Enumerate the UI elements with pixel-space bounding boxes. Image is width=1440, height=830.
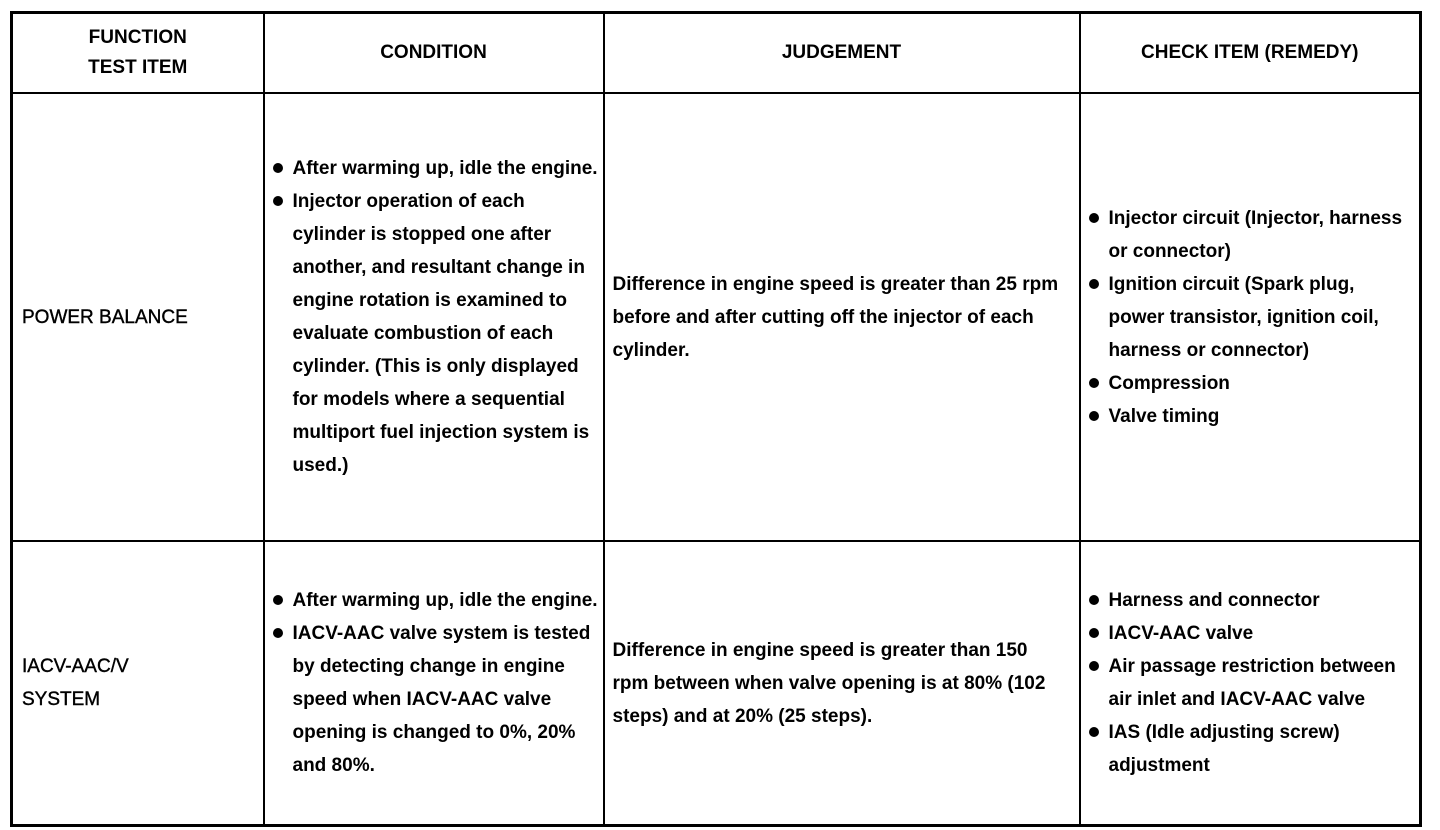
judgement-cell: Difference in engine speed is greater than 150 rpm between when valve opening is at 80% (102 steps) and at 20% (25 steps). (604, 541, 1080, 826)
bullet-dot-icon (1089, 279, 1099, 289)
function-test-item-cell: POWER BALANCE (12, 93, 264, 541)
function-test-table (10, 11, 1422, 827)
check-item-cell (1080, 541, 1421, 826)
bullet-dot-icon (1089, 628, 1099, 638)
check-item (1087, 268, 1414, 367)
bullet-dot-icon (1089, 411, 1099, 421)
condition-list (271, 152, 599, 482)
check-item-text: Air passage restriction between air inlet and IACV-AAC valve (1108, 656, 1396, 710)
bullet-dot-icon (1089, 595, 1099, 605)
condition-list (271, 584, 599, 782)
check-item (1087, 202, 1414, 268)
check-item-text: Injector circuit (Injector, harness or connector) (1108, 207, 1403, 262)
check-item-list (1087, 584, 1414, 782)
check-item-text: IAS (Idle adjusting screw) adjustment (1108, 722, 1340, 776)
condition-cell (264, 541, 604, 826)
condition-cell (264, 93, 604, 541)
bullet-dot-icon (1089, 727, 1099, 737)
bullet-dot-icon (1089, 378, 1099, 388)
bullet-dot-icon (273, 196, 283, 206)
check-item-list (1087, 202, 1414, 433)
check-item-text: Valve timing (1108, 405, 1220, 427)
condition-text: Injector operation of each cylinder is stopped one after another, and resultant change in engine rotation is examined to evaluate combustion of each cylinder. (This is only displayed for models where a sequential multiport fuel injection system is used.) (292, 191, 590, 476)
check-item (1087, 650, 1414, 716)
check-item-text: Compression (1108, 372, 1230, 394)
check-item-text: Ignition circuit (Spark plug, power transistor, ignition coil, harness or connector) (1108, 273, 1379, 361)
check-item (1087, 716, 1414, 782)
check-item (1087, 617, 1414, 650)
condition-text: After warming up, idle the engine. (292, 158, 598, 179)
check-item (1087, 400, 1414, 433)
condition-item (271, 617, 599, 782)
table-row-iacv-aac-system (12, 541, 1421, 826)
bullet-dot-icon (1089, 661, 1099, 671)
condition-text: After warming up, idle the engine. (292, 590, 598, 611)
bullet-dot-icon (273, 595, 283, 605)
check-item (1087, 367, 1414, 400)
check-item (1087, 584, 1414, 617)
header-condition: CONDITION (264, 13, 604, 94)
check-item-cell (1080, 93, 1421, 541)
bullet-dot-icon (273, 163, 283, 173)
header-judgement: JUDGEMENT (604, 13, 1080, 94)
judgement-cell: Difference in engine speed is greater than 25 rpm before and after cutting off the injector of each cylinder. (604, 93, 1080, 541)
header-function-test-item: FUNCTION TEST ITEM (12, 13, 264, 94)
check-item-text: IACV-AAC valve (1108, 623, 1254, 644)
condition-item (271, 584, 599, 617)
bullet-dot-icon (273, 628, 283, 638)
condition-text: IACV-AAC valve system is tested by detecting change in engine speed when IACV-AAC valve opening is changed to 0%, 20% and 80%. (292, 623, 591, 776)
bullet-dot-icon (1089, 213, 1099, 223)
header-row (12, 13, 1421, 94)
function-test-item-cell: IACV-AAC/V SYSTEM (12, 541, 264, 826)
condition-item (271, 152, 599, 185)
check-item-text: Harness and connector (1108, 590, 1320, 611)
condition-item (271, 185, 599, 482)
header-check-item: CHECK ITEM (REMEDY) (1080, 13, 1421, 94)
table-row-power-balance (12, 93, 1421, 541)
